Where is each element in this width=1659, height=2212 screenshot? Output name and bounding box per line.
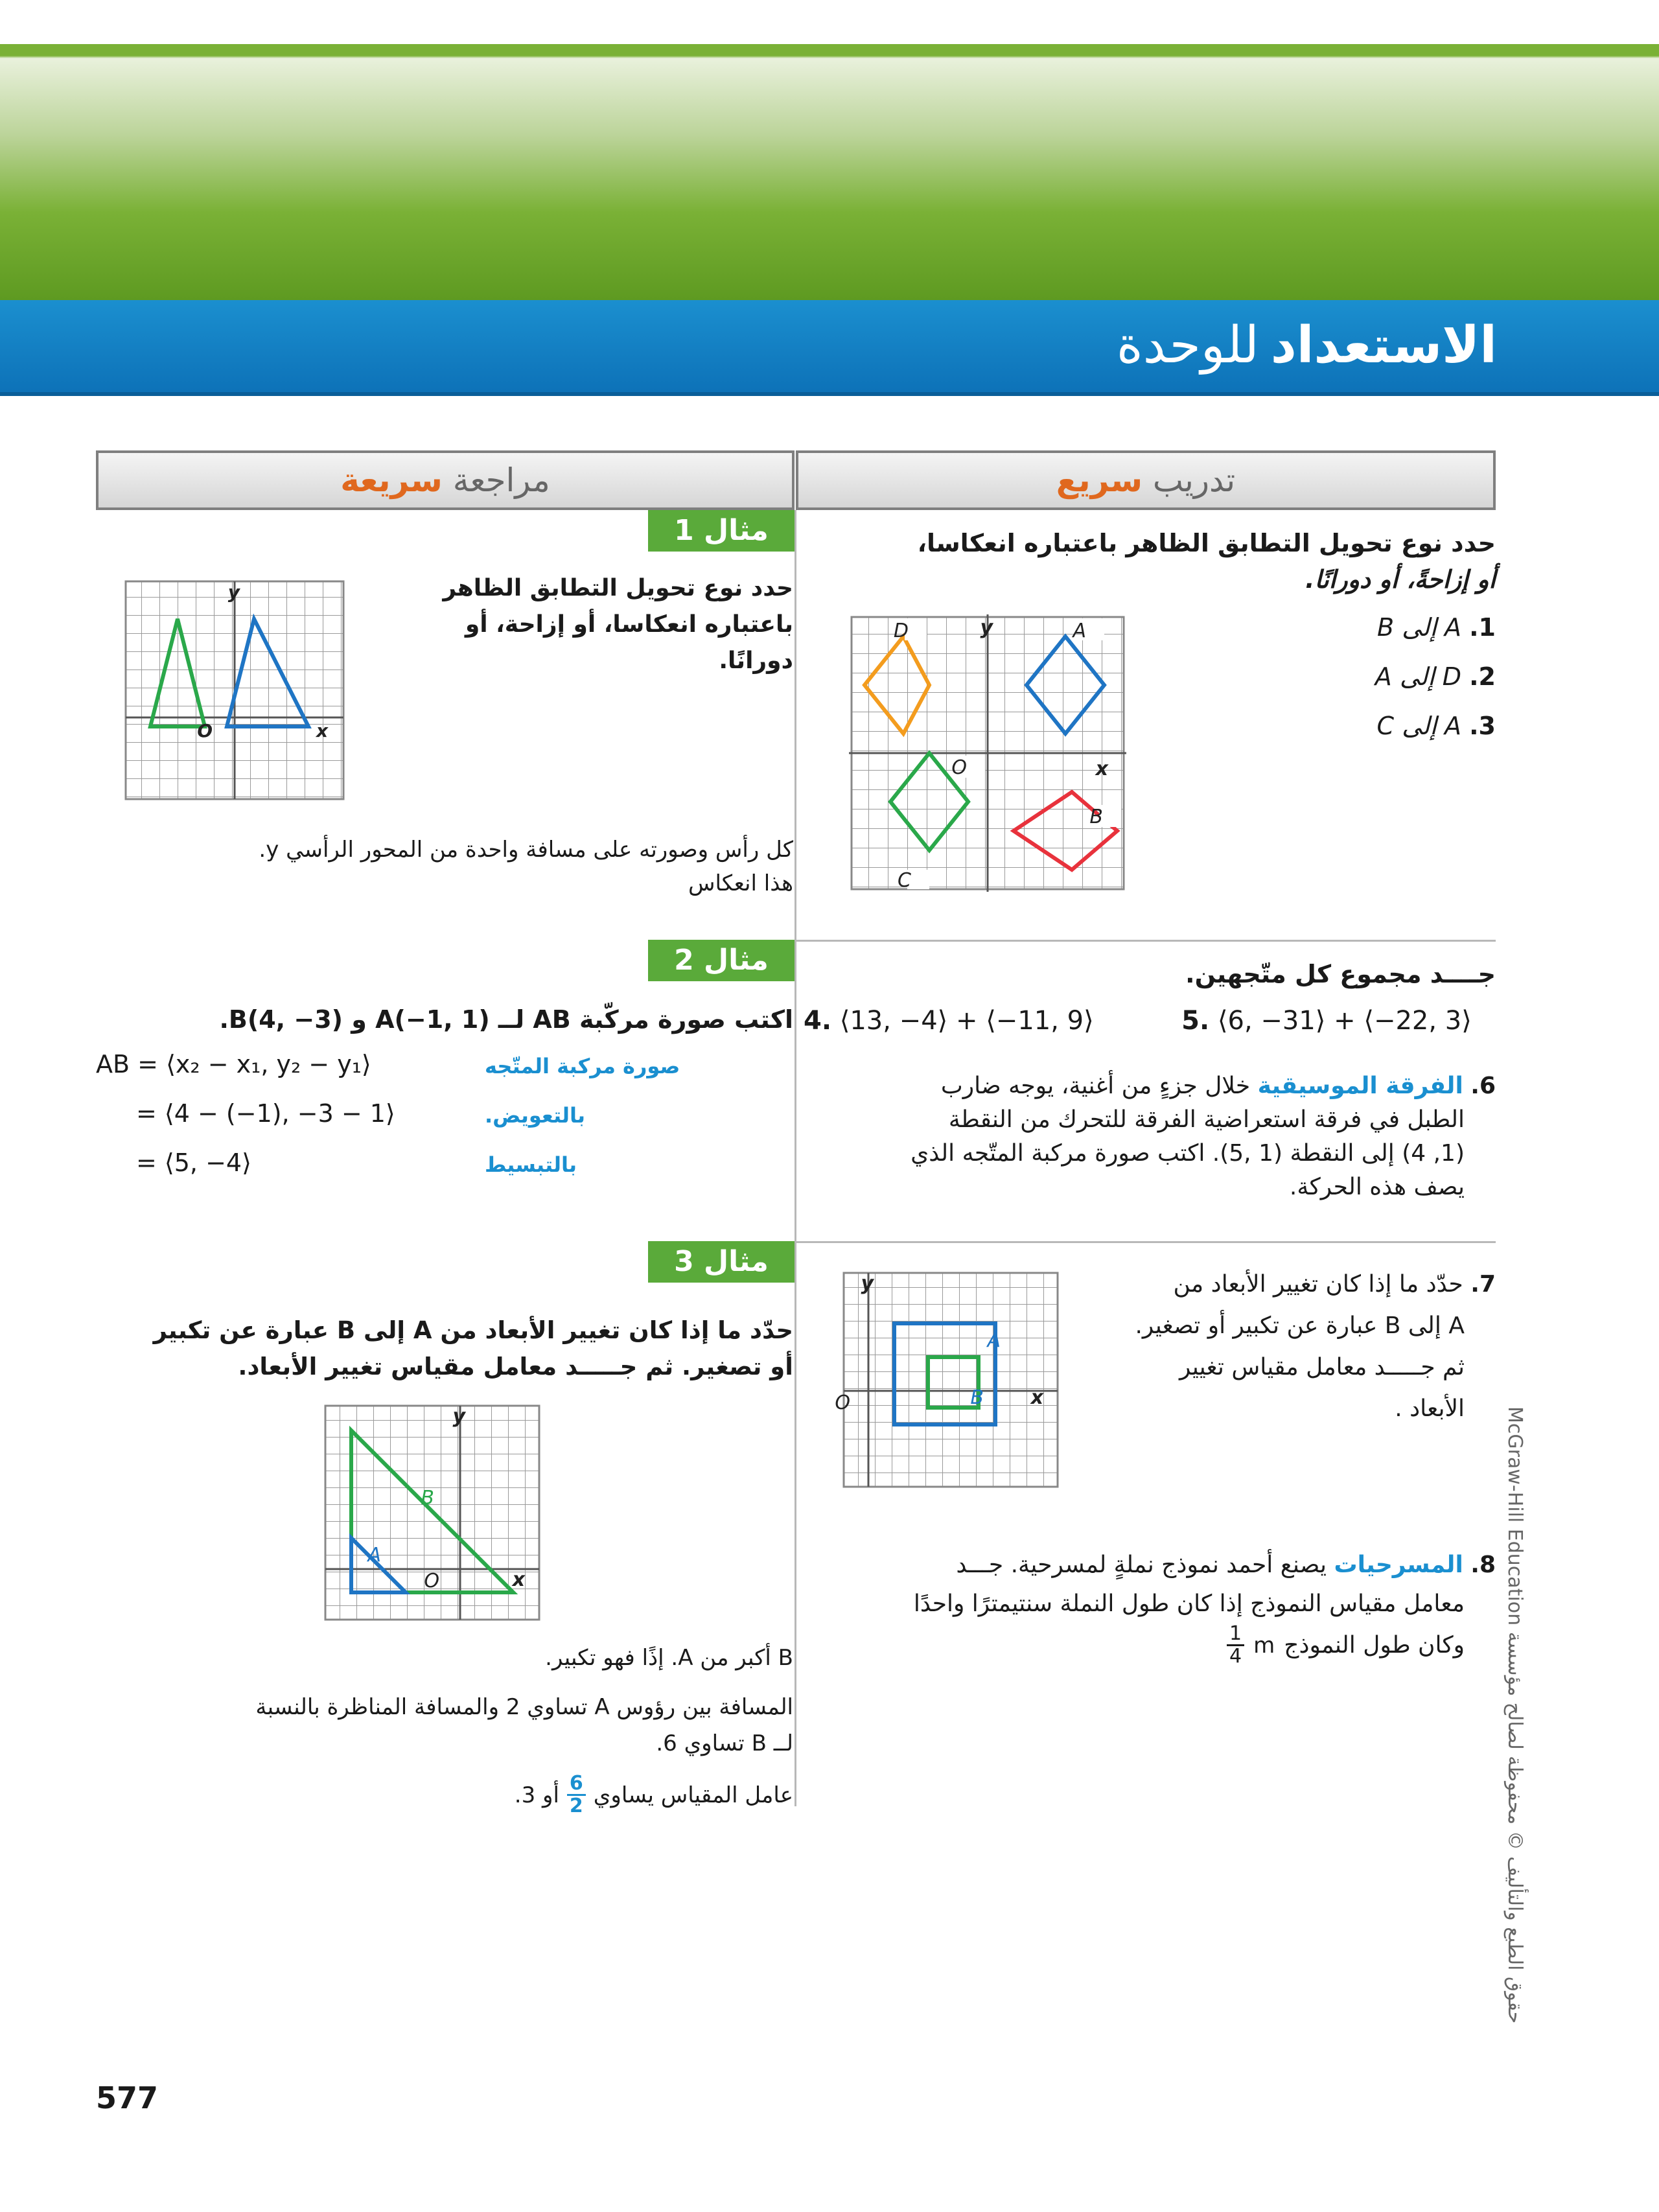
items-1-3 (1301, 609, 1496, 744)
item-6-line1 (841, 1069, 1496, 1103)
instruction-2: جــــد مجموع كل متّجهين. (1185, 960, 1496, 988)
dilation-squares-graph (835, 1270, 1062, 1491)
example-3-answer-line4 (106, 1773, 793, 1817)
item-8-frac-num: 1 (1227, 1624, 1244, 1646)
step-1-math: AB = ⟨x₂ − x₁, y₂ − y₁⟩ (96, 1050, 371, 1078)
label-x: x (1030, 1386, 1043, 1409)
item-1 (1301, 609, 1496, 646)
example-3-tab: مثال 3 (648, 1241, 795, 1283)
item-7-text2: A إلى B عبارة عن تكبير أو تصغير. (1135, 1312, 1465, 1339)
practice-header-plain: تدريب (1152, 461, 1236, 499)
item-1-text: A إلى B (1376, 613, 1462, 642)
review-header-plain: مراجعة (452, 461, 550, 499)
label-c: C (898, 869, 911, 892)
item-8-title: المسرحيات (1334, 1552, 1463, 1578)
label-x: x (1095, 758, 1108, 780)
example-1-answer-line2: هذا انعكاس (688, 870, 793, 896)
label-y: y (227, 581, 240, 603)
row-divider-1 (796, 940, 1496, 942)
transform-quadrants-graph (849, 614, 1128, 893)
example-3-scale-tail: أو 3. (514, 1782, 559, 1808)
copyright-sidebar: حقوق الطبع والتأليف © محفوظة لصالح مؤسسة McGraw-Hill Education (1503, 1406, 1526, 2024)
example-3-answer-line3: لــ B تساوي 6. (656, 1730, 793, 1756)
step-3-math: = ⟨5, −4⟩ (136, 1148, 251, 1177)
top-green-band (0, 44, 1659, 300)
item-8-text3: وكان طول النموذج (1284, 1631, 1465, 1659)
item-1-num: 1. (1469, 613, 1496, 642)
review-header (96, 450, 795, 510)
example-2-prompt: اكتب صورة مركّبة AB لــ (1 ,1−)A و (3− ,4)B. (219, 1005, 793, 1034)
label-origin: O (951, 756, 967, 779)
column-divider (795, 510, 796, 1806)
title-normal: للوحدة (1116, 316, 1259, 375)
practice-header-accent: سريع (1056, 461, 1143, 499)
item-7-num: 7. (1470, 1271, 1496, 1298)
label-y: y (452, 1405, 465, 1428)
label-a: A (987, 1329, 1001, 1352)
item-3 (1301, 708, 1496, 744)
instruction-1-line2: أو إزاحةً، أو دورانًا. (1305, 565, 1496, 594)
step-3-note: بالتبسيط (485, 1152, 577, 1177)
step-1-note: صورة مركبة المتّجه (485, 1054, 680, 1078)
example-1-answer-line1: كل رأس وصورته على مسافة واحدة من المحور الرأسي y. (259, 837, 793, 863)
example-2-tab: مثال 2 (648, 940, 795, 981)
example-3-prompt (106, 1312, 793, 1385)
example-3-line1: حدّد ما إذا كان تغيير الأبعاد من A إلى B عبارة عن تكبير (153, 1316, 793, 1344)
label-b: B (970, 1386, 984, 1409)
item-4-num: 4. (804, 1006, 832, 1036)
instruction-1 (822, 525, 1496, 598)
label-y: y (861, 1272, 874, 1295)
item-7-text3: ثم جـــــد معامل مقياس تغيير الأبعاد . (1179, 1354, 1465, 1422)
example-3-frac-num: 6 (567, 1773, 586, 1796)
item-5-num: 5. (1181, 1006, 1210, 1036)
label-b: B (1089, 806, 1103, 828)
dilation-triangles-graph (323, 1403, 543, 1624)
item-8-line1 (841, 1546, 1496, 1585)
item-3-text: A إلى C (1376, 712, 1462, 740)
step-2-math: = ⟨4 − (−1), −3 − 1⟩ (136, 1099, 395, 1128)
example-3-answer-line2: المسافة بين رؤوس A تساوي 2 والمسافة المناظرة بالنسبة (255, 1694, 793, 1720)
item-8-frac-den: 4 (1229, 1645, 1242, 1668)
item-3-num: 3. (1469, 712, 1496, 740)
step-2-note: بالتعويض. (485, 1103, 586, 1128)
item-5-expr: ⟨6, −31⟩ + ⟨−22, 3⟩ (1217, 1006, 1472, 1036)
reflection-triangles-graph (123, 579, 349, 804)
item-2 (1301, 658, 1496, 695)
item-4-expr: ⟨13, −4⟩ + ⟨−11, 9⟩ (839, 1006, 1094, 1036)
example-3-fraction (567, 1773, 586, 1817)
label-x: x (512, 1568, 525, 1591)
item-8 (841, 1546, 1496, 1667)
items-4-5 (804, 1003, 1503, 1039)
item-6-text1: خلال جزءٍ من أغنية، يوجه ضارب (940, 1073, 1251, 1099)
example-3-answer-line1: B أكبر من A. إذًا فهو تكبير. (545, 1645, 793, 1671)
item-6-num: 6. (1470, 1073, 1496, 1099)
example-1-answer (119, 833, 793, 900)
label-a: A (367, 1544, 381, 1566)
label-origin: O (197, 720, 213, 741)
item-6-text4: يصف هذه الحركة. (1289, 1174, 1465, 1200)
item-8-text2: معامل مقياس النموذج إذا كان طول النملة سنتيمترًا واحدًا (913, 1590, 1465, 1617)
label-y: y (980, 616, 993, 639)
item-7 (1133, 1264, 1496, 1430)
review-header-accent: سريعة (340, 461, 443, 499)
item-2-num: 2. (1469, 662, 1496, 691)
page-title (1117, 310, 1497, 381)
title-bold: الاستعداد (1270, 316, 1497, 375)
example-1-line1: حدد نوع تحويل التطابق الظاهر (443, 575, 793, 601)
item-8-fraction (1227, 1624, 1244, 1667)
instruction-1-line1: حدد نوع تحويل التطابق الظاهر باعتباره انعكاسا، (917, 529, 1496, 557)
item-6-text2: الطبل في فرقة استعراضية الفرقة للتحرك من النقطة (948, 1106, 1465, 1133)
item-6-title: الفرقة الموسيقية (1257, 1073, 1463, 1099)
label-origin: O (835, 1391, 850, 1414)
item-7-line1 (1133, 1264, 1496, 1305)
item-8-unit: m (1253, 1632, 1275, 1659)
example-1-tab: مثال 1 (648, 510, 795, 552)
practice-header (796, 450, 1496, 510)
label-x: x (316, 720, 328, 741)
example-1-line2: باعتباره انعكاسا، أو إزاحة، أو دورانًا. (465, 611, 793, 674)
example-3-answer (106, 1640, 793, 1817)
item-7-text1: حدّد ما إذا كان تغيير الأبعاد من (1173, 1271, 1463, 1298)
item-6-text3: (1, 4) إلى النقطة (1 ,5). اكتب صورة مركبة المتّجه الذي (911, 1140, 1465, 1167)
example-3-scale-text: عامل المقياس يساوي (593, 1782, 793, 1808)
item-6 (841, 1069, 1496, 1204)
item-2-text: D إلى A (1375, 662, 1462, 691)
row-divider-2 (796, 1241, 1496, 1243)
item-8-num: 8. (1470, 1552, 1496, 1578)
item-8-text1: يصنع أحمد نموذج نملةٍ لمسرحية. جـــد (956, 1552, 1327, 1578)
example-3-frac-den: 2 (569, 1795, 583, 1817)
example-1-prompt (391, 570, 793, 679)
label-origin: O (424, 1570, 439, 1592)
label-d: D (893, 620, 909, 642)
label-a: A (1073, 620, 1086, 642)
page-number: 577 (96, 2080, 159, 2115)
item-8-line3 (841, 1624, 1496, 1667)
example-3-line2: أو تصغير. ثم جـــــد معامل مقياس تغيير الأبعاد. (238, 1353, 793, 1380)
label-b: B (421, 1487, 434, 1509)
